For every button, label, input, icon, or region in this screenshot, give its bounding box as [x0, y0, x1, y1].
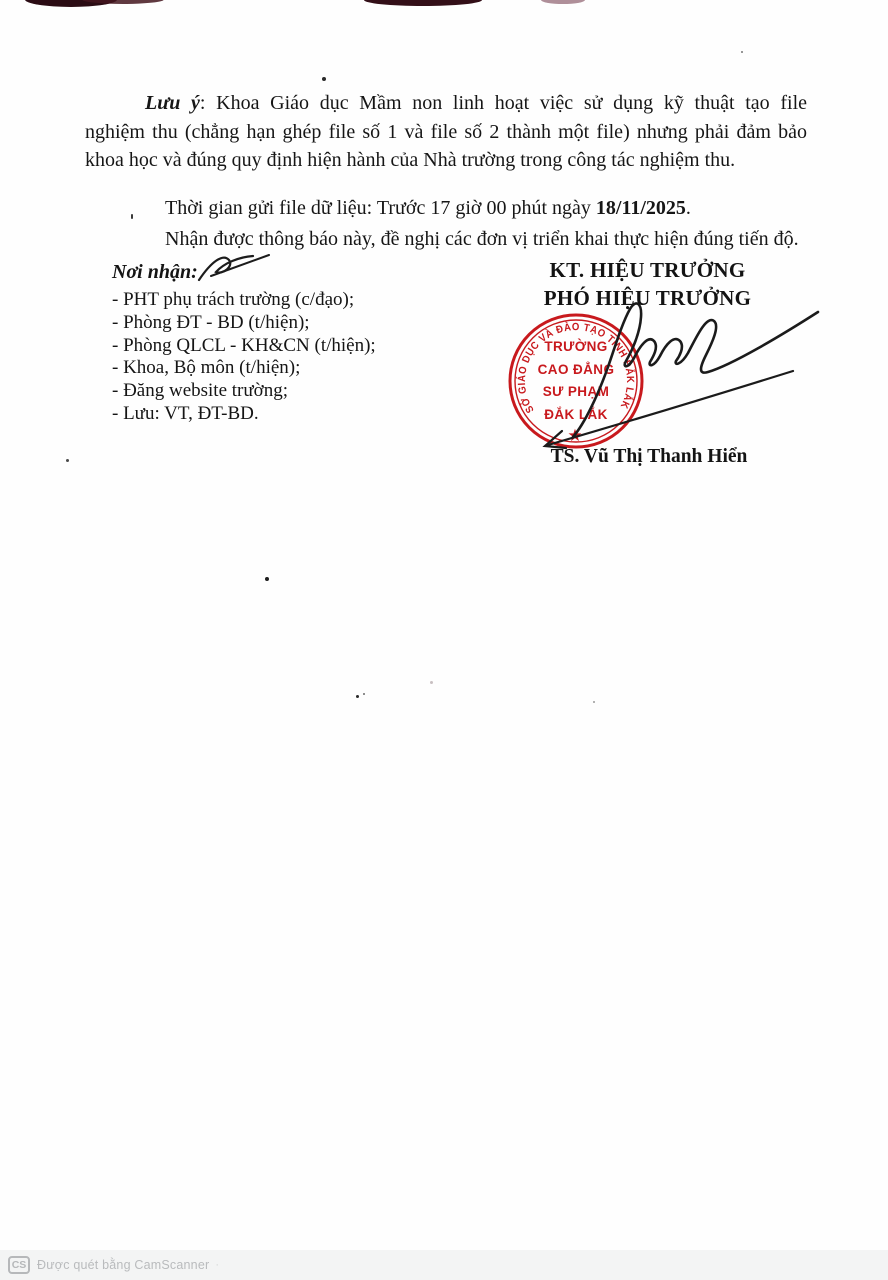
scan-artifact-blob — [541, 0, 585, 4]
deadline-date: 18/11/2025 — [595, 197, 686, 219]
stamp-line-2: CAO ĐẲNG — [537, 361, 615, 377]
recipients-list — [112, 289, 376, 426]
camscanner-label: Được quét bằng CamScanner — [37, 1258, 210, 1272]
handwritten-initial-mark — [193, 248, 283, 288]
deadline-line — [85, 194, 888, 223]
stamp-star-icon: ★ — [567, 426, 583, 446]
recipient-item: - Khoa, Bộ môn (t/hiện); — [112, 357, 301, 379]
signer-title-line2: PHÓ HIỆU TRƯỞNG — [543, 286, 752, 310]
scan-speck — [593, 701, 595, 703]
stamp-line-1: TRƯỜNG — [544, 339, 608, 354]
note-line-1-text: : Khoa Giáo dục Mầm non linh hoạt việc sử dụng kỹ thuật tạo file — [199, 92, 808, 114]
camscanner-watermark-bar — [0, 1250, 888, 1280]
scan-speck — [322, 77, 326, 81]
deadline-text: Thời gian gửi file dữ liệu: Trước 17 giờ 00 phút ngày — [165, 197, 596, 219]
scan-speck — [363, 693, 365, 695]
recipient-item: - Đăng website trường; — [112, 380, 289, 402]
recipient-item: - Phòng QLCL - KH&CN (t/hiện); — [112, 334, 376, 356]
scan-artifact-blob — [364, 0, 482, 6]
scan-speck — [131, 214, 133, 219]
signer-name: TS. Vũ Thị Thanh Hiển — [550, 446, 748, 467]
note-paragraph — [85, 89, 807, 175]
stamp-line-4: ĐẮK LẮK — [544, 406, 608, 422]
note-line-3: khoa học và đúng quy định hiện hành của Nhà trường trong công tác nghiệm thu. — [85, 149, 736, 171]
recipients-heading: Nơi nhận: — [112, 261, 198, 283]
recipient-item: - PHT phụ trách trường (c/đạo); — [112, 289, 355, 310]
scan-speck — [356, 695, 359, 698]
camscanner-cs-icon: CS — [8, 1256, 30, 1274]
recipient-item: - Phòng ĐT - BD (t/hiện); — [112, 311, 310, 333]
scan-speck — [265, 577, 269, 581]
recipient-item: - Lưu: VT, ĐT-BD. — [112, 402, 259, 424]
scan-speck — [430, 681, 433, 684]
scan-speck — [66, 459, 69, 462]
camscanner-artifact-dash: · — [215, 1259, 220, 1271]
handwritten-signature — [500, 295, 835, 465]
action-line: Nhận được thông báo này, đề nghị các đơn vị triển khai thực hiện đúng tiến độ. — [165, 228, 799, 250]
stamp-ring-text: SỞ GIÁO DỤC VÀ ĐÀO TẠO TỈNH ĐẮK LẮK — [515, 321, 637, 416]
deadline-period: . — [685, 197, 691, 219]
note-line-2: nghiệm thu (chẳng hạn ghép file số 1 và file số 2 thành một file) nhưng phải đảm bảo — [85, 120, 807, 143]
note-lead-label: Lưu ý — [145, 92, 200, 114]
stamp-line-3: SƯ PHẠM — [542, 384, 610, 400]
scan-speck — [741, 51, 743, 53]
signer-title-line1: KT. HIỆU TRƯỞNG — [549, 258, 746, 282]
note-line-1 — [85, 89, 807, 118]
